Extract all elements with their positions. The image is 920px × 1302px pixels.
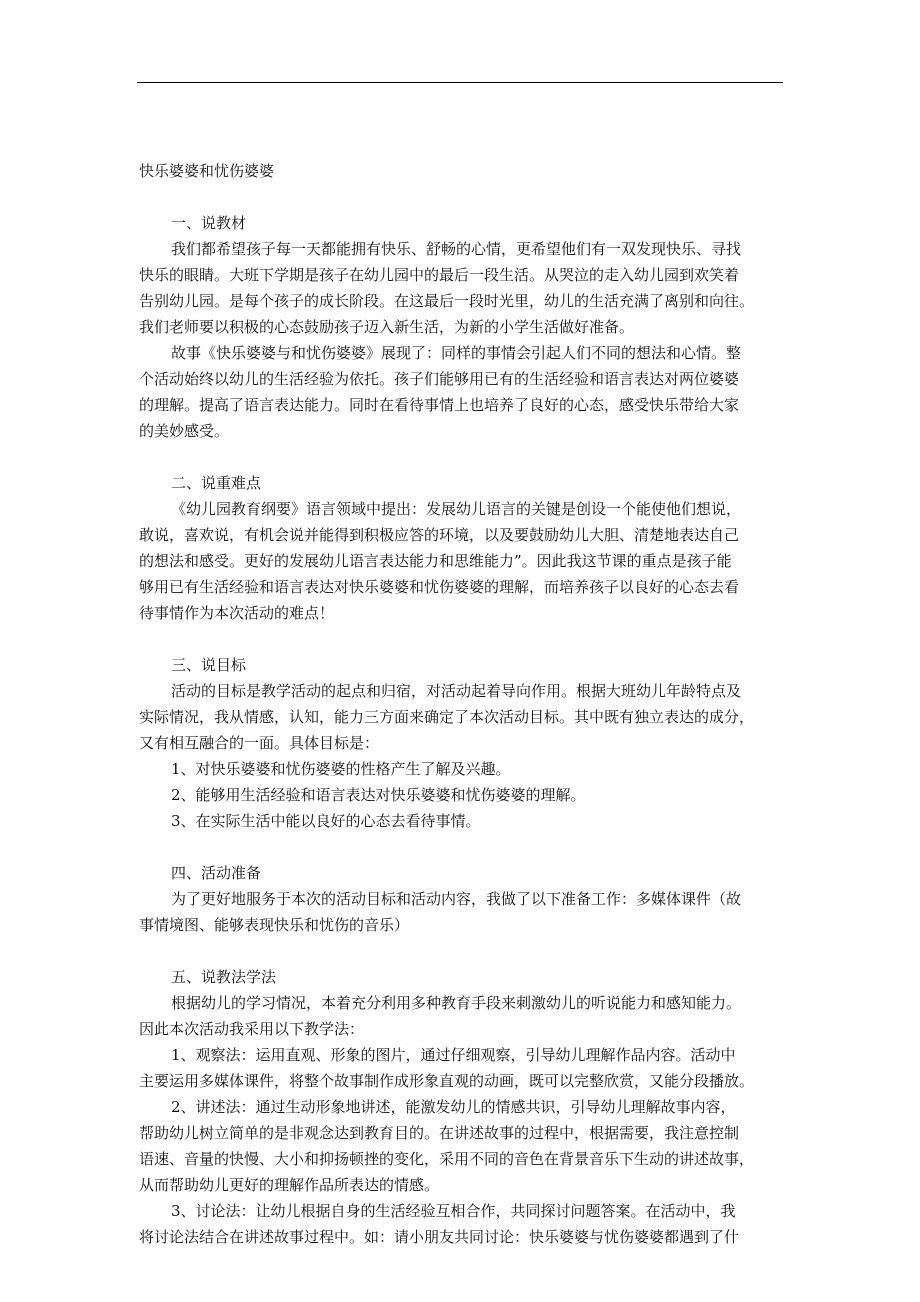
paragraph-line: 又有相互融合的一面。具体目标是： (139, 734, 380, 752)
list-item: 3、在实际生活中能以良好的心态去看待事情。 (171, 812, 481, 830)
paragraph-line: 敢说，喜欢说，有机会说并能得到积极应答的环境，以及要鼓励幼儿大胆、清楚地表达自己 (139, 526, 740, 544)
section-preparation (139, 860, 787, 938)
section-heading: 二、说重难点 (171, 474, 262, 492)
paragraph-line: 主要运用多媒体课件，将整个故事制作成形象直观的动画，既可以完整欣赏，又能分段播放。 (139, 1072, 755, 1090)
paragraph-line: 将讨论法结合在讲述故事过程中。如：请小朋友共同讨论：快乐婆婆与忧伤婆婆都遇到了什 (139, 1228, 740, 1246)
paragraph-line: 根据幼儿的学习情况，本着充分利用多种教育手段来刺激幼儿的听说能力和感知能力。 (171, 994, 742, 1012)
document-body (139, 158, 787, 1250)
paragraph-line: 待事情作为本次活动的难点！ (139, 604, 335, 622)
paragraph-line: 帮助幼儿树立简单的是非观念达到教育目的。在讲述故事的过程中，根据需要，我注意控制 (139, 1124, 740, 1142)
section-key-points (139, 470, 787, 626)
paragraph-line: 我们老师要以积极的心态鼓励孩子迈入新生活，为新的小学生活做好准备。 (139, 318, 635, 336)
paragraph-line: 的理解。提高了语言表达能力。同时在看待事情上也培养了良好的心态，感受快乐带给大家 (139, 396, 740, 414)
section-heading: 一、说教材 (171, 214, 247, 232)
list-item: 1、观察法：运用直观、形象的图片，通过仔细观察，引导幼儿理解作品内容。活动中 (171, 1046, 736, 1064)
section-heading: 三、说目标 (171, 656, 247, 674)
list-item: 2、能够用生活经验和语言表达对快乐婆婆和忧伤婆婆的理解。 (171, 786, 586, 804)
section-heading: 五、说教法学法 (171, 968, 277, 986)
section-goals (139, 652, 787, 834)
paragraph-line: 故事《快乐婆婆与和忧伤婆婆》展现了：同样的事情会引起人们不同的想法和心情。整 (171, 344, 742, 362)
paragraph-line: 告别幼儿园。是每个孩子的成长阶段。在这最后一段时光里，幼儿的生活充满了离别和向往。 (139, 292, 755, 310)
list-item: 1、对快乐婆婆和忧伤婆婆的性格产生了解及兴趣。 (171, 760, 511, 778)
paragraph-line: 我们都希望孩子每一天都能拥有快乐、舒畅的心情，更希望他们有一双发现快乐、寻找 (171, 240, 742, 258)
paragraph-line: 因此本次活动我采用以下教学法： (139, 1020, 365, 1038)
section-textbook (139, 210, 787, 444)
paragraph-line: 为了更好地服务于本次的活动目标和活动内容，我做了以下准备工作：多媒体课件（故 (171, 890, 742, 908)
document-title: 快乐婆婆和忧伤婆婆 (139, 162, 275, 180)
list-item: 2、讲述法：通过生动形象地讲述，能激发幼儿的情感共识，引导幼儿理解故事内容， (171, 1098, 736, 1116)
paragraph-line: 从而帮助幼儿更好的理解作品所表达的情感。 (139, 1176, 440, 1194)
header-rule (137, 82, 783, 83)
paragraph-line: 快乐的眼睛。大班下学期是孩子在幼儿园中的最后一段生活。从哭泣的走入幼儿园到欢笑着 (139, 266, 740, 284)
list-item: 3、讨论法：让幼儿根据自身的生活经验互相合作，共同探讨问题答案。在活动中，我 (171, 1202, 736, 1220)
paragraph-line: 的想法和感受。更好的发展幼儿语言表达能力和思维能力”。因此我这节课的重点是孩子能 (139, 552, 732, 570)
section-heading: 四、活动准备 (171, 864, 262, 882)
paragraph-line: 个活动始终以幼儿的生活经验为依托。孩子们能够用已有的生活经验和语言表达对两位婆婆 (139, 370, 740, 388)
paragraph-line: 事情境图、能够表现快乐和忧伤的音乐） (139, 916, 410, 934)
paragraph-line: 实际情况，我从情感，认知，能力三方面来确定了本次活动目标。其中既有独立表达的成分， (139, 708, 755, 726)
section-methods (139, 964, 787, 1250)
paragraph-line: 语速、音量的快慢、大小和抑扬顿挫的变化，采用不同的音色在背景音乐下生动的讲述故事， (139, 1150, 755, 1168)
paragraph-line: 活动的目标是教学活动的起点和归宿，对活动起着导向作用。根据大班幼儿年龄特点及 (171, 682, 742, 700)
paragraph-line: 够用已有生活经验和语言表达对快乐婆婆和忧伤婆婆的理解，而培养孩子以良好的心态去看 (139, 578, 740, 596)
paragraph-line: 《幼儿园教育纲要》语言领域中提出：发展幼儿语言的关键是创设一个能使他们想说， (171, 500, 742, 518)
paragraph-line: 的美妙感受。 (139, 422, 230, 440)
